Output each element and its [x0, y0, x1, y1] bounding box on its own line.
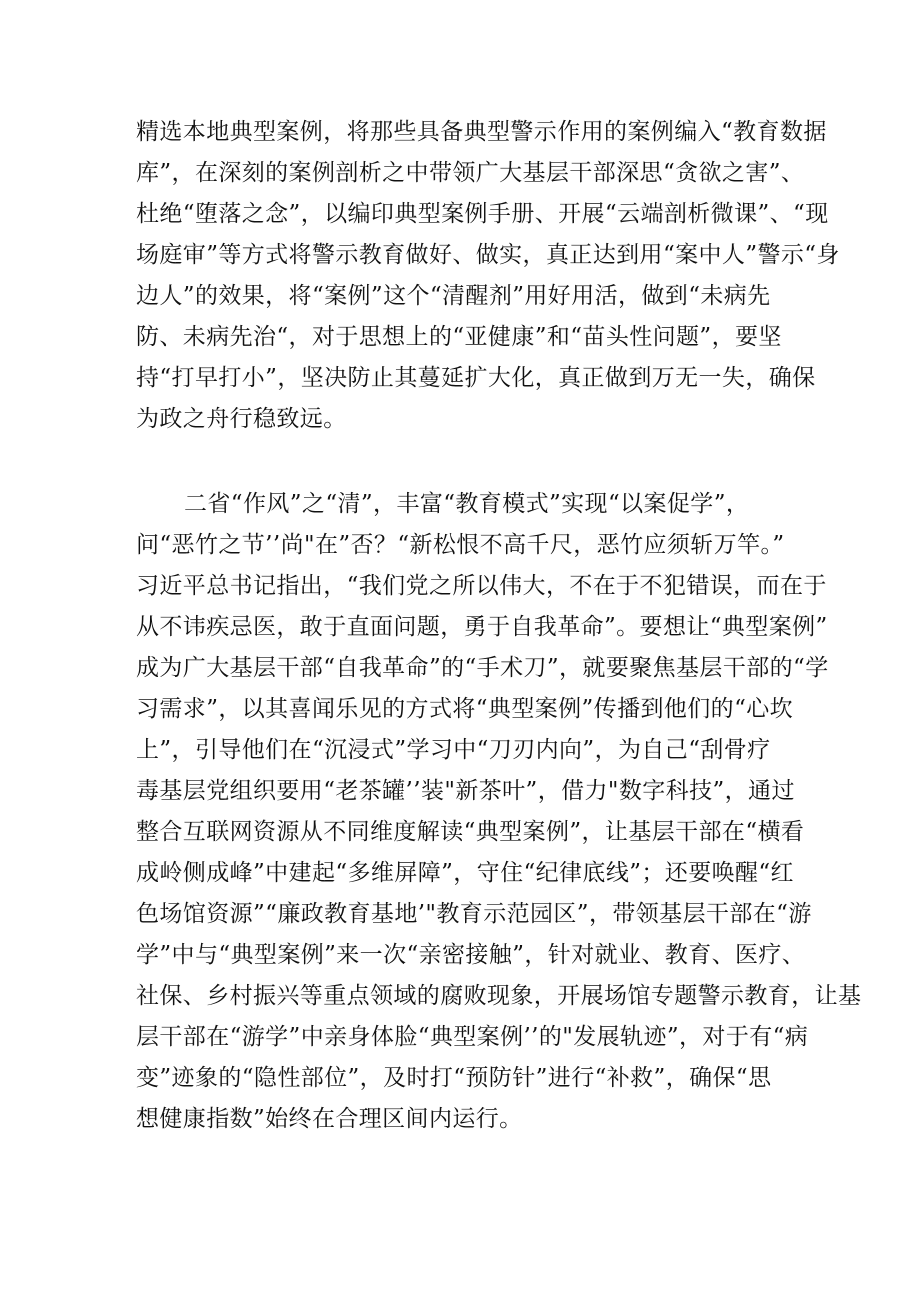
- text-line: 从不讳疾忌医，敢于直面问题，勇于自我革命”。要想让“典型案例”: [136, 614, 828, 640]
- paragraph-2: [136, 484, 862, 1140]
- text-line: 社保、乡村振兴等重点领域的腐败现象，开展场馆专题警示教育，让基: [136, 983, 862, 1009]
- text-line: 场庭审”等方式将警示教育做好、做实，真正达到用“案中人”警示“身: [136, 242, 840, 268]
- text-line: 习需求”，以其喜闻乐见的方式将“典型案例”传播到他们的“心坎: [136, 696, 794, 722]
- text-line: 成为广大基层干部“自我革命”的“手术刀”，就要聚焦基层干部的“学: [136, 655, 829, 681]
- text-line: 精选本地典型案例，将那些具备典型警示作用的案例编入“教育数据: [136, 119, 827, 145]
- text-line: 变”迹象的“隐性部位”，及时打“预防针”进行“补救”，确保“思: [136, 1065, 772, 1091]
- text-line: 整合互联网资源从不同维度解读“典型案例”，让基层干部在“横看: [136, 819, 805, 845]
- text-line: 学”中与“典型案例”来一次“亲密接触”，针对就业、教育、医疗、: [136, 942, 806, 968]
- text-line: 问“恶竹之节’’尚"在”否？“新松恨不高千尺，恶竹应须斩万竿。”: [136, 532, 785, 558]
- text-line: 成岭侧成峰”中建起“多维屏障”，守住“纪律底线”；还要唤醒“红: [136, 860, 794, 886]
- text-line: 杜绝“堕落之念”，以编印典型案例手册、开展“云端剖析微课”、“现: [136, 201, 829, 227]
- text-line: 持“打早打小”，坚决防止其蔓延扩大化，真正做到万无一失，确保: [136, 365, 816, 391]
- text-line: 习近平总书记指出，“我们党之所以伟大，不在于不犯错误，而在于: [136, 573, 827, 599]
- text-line: 库”，在深刻的案例剖析之中带领广大基层干部深思“贪欲之害”、: [136, 160, 805, 186]
- text-line: 上”，引导他们在“沉浸式”学习中“刀刃内向”，为自己“刮骨疗: [136, 737, 771, 763]
- text-line: 毒基层党组织要用“老茶罐’’装"新茶叶”，借力"数字科技”，通过: [136, 778, 795, 804]
- paragraph-1: [136, 112, 840, 440]
- text-line: 二省“作风”之“清”，丰富“教育模式”实现“以案促学”，: [184, 491, 750, 517]
- text-line: 色场馆资源”“廉政教育基地’"教育示范园区”，带领基层干部在“游: [136, 901, 812, 927]
- text-line: 想健康指数”始终在合理区间内运行。: [136, 1106, 523, 1132]
- text-line: 层干部在“游学”中亲身体脸“典型案例’’的"发展轨迹”，对于有“病: [136, 1024, 809, 1050]
- text-line: 边人”的效果，将“案例”这个“清醒剂”用好用活，做到“未病先: [136, 283, 771, 309]
- text-line: 防、未病先治“，对于思想上的“亚健康”和“苗头性问题”，要坚: [136, 324, 782, 350]
- text-line: 为政之舟行稳致远。: [136, 406, 347, 432]
